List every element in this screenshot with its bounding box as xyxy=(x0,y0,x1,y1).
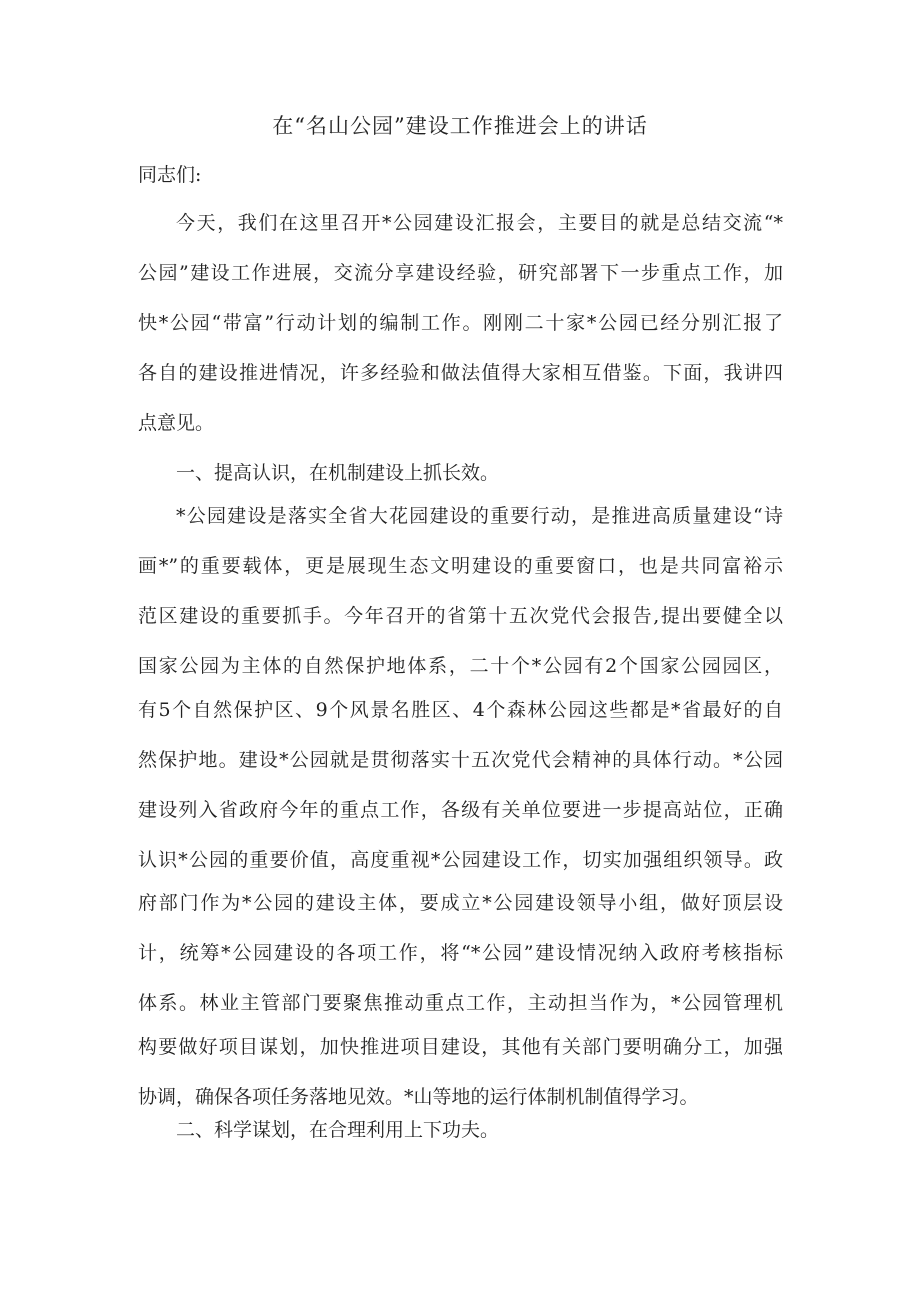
document-title: 在“名山公园”建设工作推进会上的讲话 xyxy=(272,114,648,138)
paragraph-line: 范区建设的重要抓手。今年召开的省第十五次党代会报告,提出要健全以 xyxy=(138,605,783,627)
paragraph-line: 快*公园“带富”行动计划的编制工作。刚刚二十家*公园已经分别汇报了 xyxy=(138,312,783,334)
paragraph-line: 画*”的重要载体，更是展现生态文明建设的重要窗口，也是共同富裕示 xyxy=(138,555,783,577)
section-heading: 一、提高认识，在机制建设上抓长效。 xyxy=(176,462,500,484)
section-heading: 二、科学谋划，在合理利用上下功夫。 xyxy=(176,1119,500,1141)
paragraph-line: 认识*公园的重要价值，高度重视*公园建设工作，切实加强组织领导。政 xyxy=(138,849,783,871)
paragraph-line: 点意见。 xyxy=(138,412,215,434)
paragraph-line: 公园”建设工作进展，交流分享建设经验，研究部署下一步重点工作，加 xyxy=(138,262,783,284)
paragraph-line: 府部门作为*公园的建设主体，要成立*公园建设领导小组，做好顶层设 xyxy=(138,892,783,914)
paragraph-line: 然保护地。建设*公园就是贯彻落实十五次党代会精神的具体行动。*公园 xyxy=(138,749,783,771)
paragraph-line: 计，统筹*公园建设的各项工作，将“*公园”建设情况纳入政府考核指标 xyxy=(138,942,783,964)
paragraph-line: 今天，我们在这里召开*公园建设汇报会，主要目的就是总结交流“* xyxy=(176,212,783,234)
paragraph-line: 各自的建设推进情况，许多经验和做法值得大家相互借鉴。下面，我讲四 xyxy=(138,362,783,384)
paragraph-line: 构要做好项目谋划，加快推进项目建设，其他有关部门要明确分工，加强 xyxy=(138,1036,783,1058)
paragraph-line: 建设列入省政府今年的重点工作，各级有关单位要进一步提高站位，正确 xyxy=(138,799,783,821)
salutation: 同志们: xyxy=(138,164,202,186)
paragraph-line: 体系。林业主管部门要聚焦推动重点工作，主动担当作为，*公园管理机 xyxy=(138,992,783,1014)
paragraph-line: 协调，确保各项任务落地见效。*山等地的运行体制机制值得学习。 xyxy=(138,1086,699,1108)
paragraph-line: *公园建设是落实全省大花园建设的重要行动，是推进高质量建设“诗 xyxy=(176,505,783,527)
paragraph-line: 有5个自然保护区、9个风景名胜区、4个森林公园这些都是*省最好的自 xyxy=(138,699,783,721)
paragraph-line: 国家公园为主体的自然保护地体系，二十个*公园有2个国家公园园区， xyxy=(138,655,783,677)
